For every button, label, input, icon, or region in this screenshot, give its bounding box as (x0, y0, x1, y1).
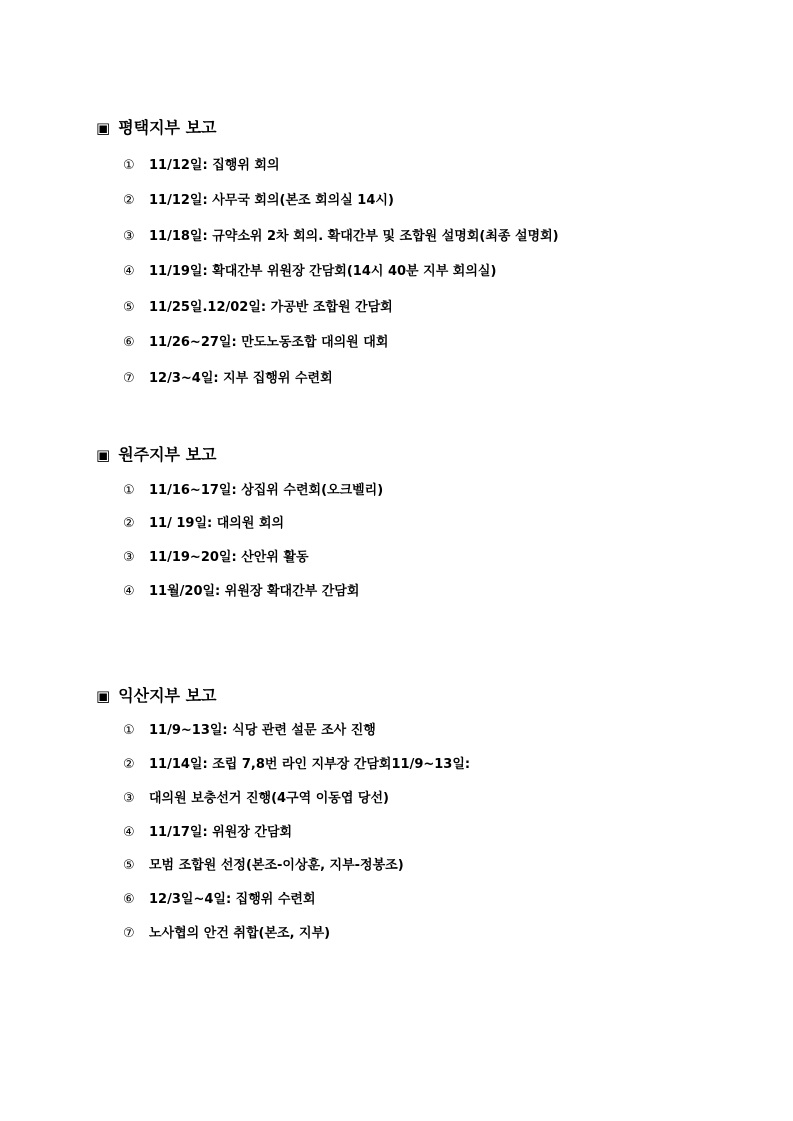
section-title: 익산지부 보고 (118, 686, 217, 705)
item-text: 12/3일~4일: 집행위 수련회 (149, 892, 316, 907)
item-number: ① (123, 158, 135, 173)
item-number: ③ (123, 229, 135, 244)
section-heading (96, 116, 217, 140)
list-item (123, 855, 404, 877)
section-title: 평택지부 보고 (118, 118, 217, 137)
list-item (123, 368, 333, 390)
item-number: ④ (123, 825, 135, 840)
item-number: ⑤ (123, 858, 135, 873)
item-number: ⑤ (123, 300, 135, 315)
item-text: 노사협의 안건 취합(본조, 지부) (149, 926, 331, 941)
list-item (123, 190, 394, 212)
list-item (123, 332, 388, 354)
item-text: 11/26~27일: 만도노동조합 대의원 대회 (149, 335, 389, 350)
item-text: 11/19~20일: 산안위 활동 (149, 550, 309, 565)
item-number: ② (123, 193, 135, 208)
list-item (123, 889, 316, 911)
list-item (123, 822, 292, 844)
item-text: 11/25일.12/02일: 가공반 조합원 간담회 (149, 300, 393, 315)
item-text: 모범 조합원 선정(본조-이상훈, 지부-정봉조) (149, 858, 404, 873)
item-number: ② (123, 516, 135, 531)
item-text: 11/ 19일: 대의원 회의 (149, 516, 285, 531)
item-text: 대의원 보충선거 진행(4구역 이동엽 당선) (149, 791, 389, 806)
list-item (123, 754, 470, 776)
list-item (123, 547, 309, 569)
list-item (123, 480, 383, 502)
square-bullet-icon: ▣ (96, 119, 111, 137)
item-text: 11/12일: 집행위 회의 (149, 158, 280, 173)
section-heading (96, 684, 217, 708)
item-number: ⑥ (123, 892, 135, 907)
item-number: ② (123, 757, 135, 772)
item-number: ④ (123, 584, 135, 599)
list-item (123, 261, 496, 283)
list-item (123, 788, 389, 810)
square-bullet-icon: ▣ (96, 687, 111, 705)
list-item (123, 581, 359, 603)
item-text: 11/9~13일: 식당 관련 설문 조사 진행 (149, 723, 376, 738)
square-bullet-icon: ▣ (96, 446, 111, 464)
item-text: 12/3~4일: 지부 집행위 수련회 (149, 371, 333, 386)
item-text: 11/17일: 위원장 간담회 (149, 825, 293, 840)
item-number: ① (123, 483, 135, 498)
item-number: ⑥ (123, 335, 135, 350)
item-text: 11/14일: 조립 7,8번 라인 지부장 간담회11/9~13일: (149, 757, 471, 772)
item-number: ⑦ (123, 371, 135, 386)
item-text: 11/12일: 사무국 회의(본조 회의실 14시) (149, 193, 394, 208)
item-number: ① (123, 723, 135, 738)
list-item (123, 923, 330, 945)
list-item (123, 720, 376, 742)
item-number: ④ (123, 264, 135, 279)
list-item (123, 226, 559, 248)
item-number: ③ (123, 550, 135, 565)
section-heading (96, 443, 217, 467)
item-number: ③ (123, 791, 135, 806)
item-text: 11월/20일: 위원장 확대간부 간담회 (149, 584, 360, 599)
item-text: 11/18일: 규약소위 2차 회의. 확대간부 및 조합원 설명회(최종 설명회) (149, 229, 559, 244)
item-text: 11/19일: 확대간부 위원장 간담회(14시 40분 지부 회의실) (149, 264, 497, 279)
item-number: ⑦ (123, 926, 135, 941)
list-item (123, 155, 280, 177)
section-title: 원주지부 보고 (118, 445, 217, 464)
item-text: 11/16~17일: 상집위 수련회(오크벨리) (149, 483, 384, 498)
list-item (123, 513, 284, 535)
list-item (123, 297, 393, 319)
